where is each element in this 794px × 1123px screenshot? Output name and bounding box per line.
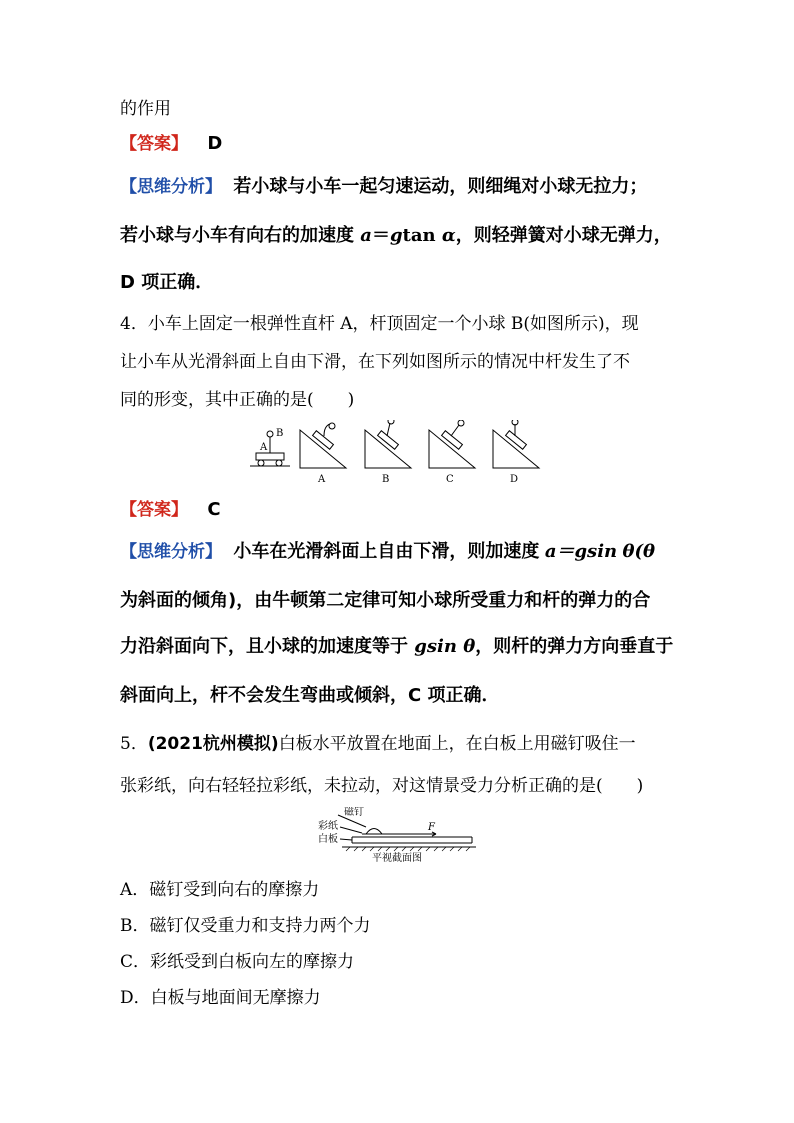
paper-label: 彩纸 (318, 821, 338, 832)
q5-stem-line-1: 5．(2021杭州模拟)白板水平放置在地面上，在白板上用磁钉吸住一 (120, 734, 636, 754)
answer-tag: 【答案】 (120, 500, 188, 520)
analysis-tag: 【思维分析】 (120, 177, 222, 197)
magnet-nail-shape (366, 829, 382, 835)
analysis-tag: 【思维分析】 (120, 542, 222, 562)
answer-value: C (207, 499, 221, 520)
incline-option-d (493, 420, 539, 468)
incline-option-a (300, 423, 346, 468)
q5-option-b: B．磁钉仅受重力和支持力两个力 (120, 916, 371, 936)
q5-option-d: D．白板与地面间无摩擦力 (120, 988, 321, 1008)
q5-option-a: A．磁钉受到向右的摩擦力 (120, 880, 320, 900)
answer-value: D (207, 133, 223, 154)
q3-analysis-line-3: D 项正确． (120, 272, 214, 293)
magnet-label: 磁钉 (344, 807, 364, 818)
q3-answer-line (120, 132, 222, 156)
q4-analysis-line-2: 为斜面的倾角)，由牛顿第二定律可知小球所受重力和杆的弹力的合 (120, 590, 651, 611)
q4-stem-line-1: 4．小车上固定一根弹性直杆 A，杆顶固定一个小球 B(如图所示)，现 (120, 314, 639, 334)
board-label: 白板 (318, 834, 338, 845)
incline-option-b (365, 420, 411, 468)
q5-stem-line-2: 张彩纸，向右轻轻拉彩纸，未拉动，对这情景受力分析正确的是( ) (120, 776, 644, 796)
ball-label: B (276, 428, 284, 439)
figure-label-c: C (446, 474, 454, 485)
q4-analysis-line-1: 【思维分析】 小车在光滑斜面上自由下滑，则加速度 a＝gsin θ(θ (120, 541, 656, 562)
q3-analysis-line-2: 若小球与小车有向右的加速度 a＝gtan α，则轻弹簧对小球无弹力， (120, 225, 672, 246)
question-source: (2021杭州模拟) (147, 734, 279, 754)
q4-stem-line-3: 同的形变，其中正确的是( ) (120, 390, 355, 410)
figure-label-b: B (382, 474, 390, 485)
answer-tag: 【答案】 (120, 134, 188, 154)
previous-text-tail: 的作用 (120, 99, 171, 119)
force-label: F (428, 822, 435, 833)
q4-stem-line-2: 让小车从光滑斜面上自由下滑，在下列如图所示的情况中杆发生了不 (120, 352, 630, 372)
q5-figure (316, 807, 478, 865)
incline-option-c (429, 420, 475, 468)
figure-caption: 平视截面图 (372, 853, 422, 864)
rod-label: A (260, 442, 268, 453)
flat-cart-diagram (250, 431, 290, 466)
q5-option-c: C．彩纸受到白板向左的摩擦力 (120, 952, 355, 972)
q3-analysis-line-1: 【思维分析】 若小球与小车一起匀速运动，则细绳对小球无拉力； (120, 176, 648, 197)
q4-analysis-line-3: 力沿斜面向下，且小球的加速度等于 gsin θ，则杆的弹力方向垂直于 (120, 636, 674, 657)
figure-label-d: D (510, 474, 519, 485)
q4-analysis-line-4: 斜面向上，杆不会发生弯曲或倾斜，C 项正确． (120, 685, 500, 706)
q4-answer-line (120, 498, 221, 522)
q4-figure (250, 420, 550, 486)
figure-label-a: A (318, 474, 326, 485)
